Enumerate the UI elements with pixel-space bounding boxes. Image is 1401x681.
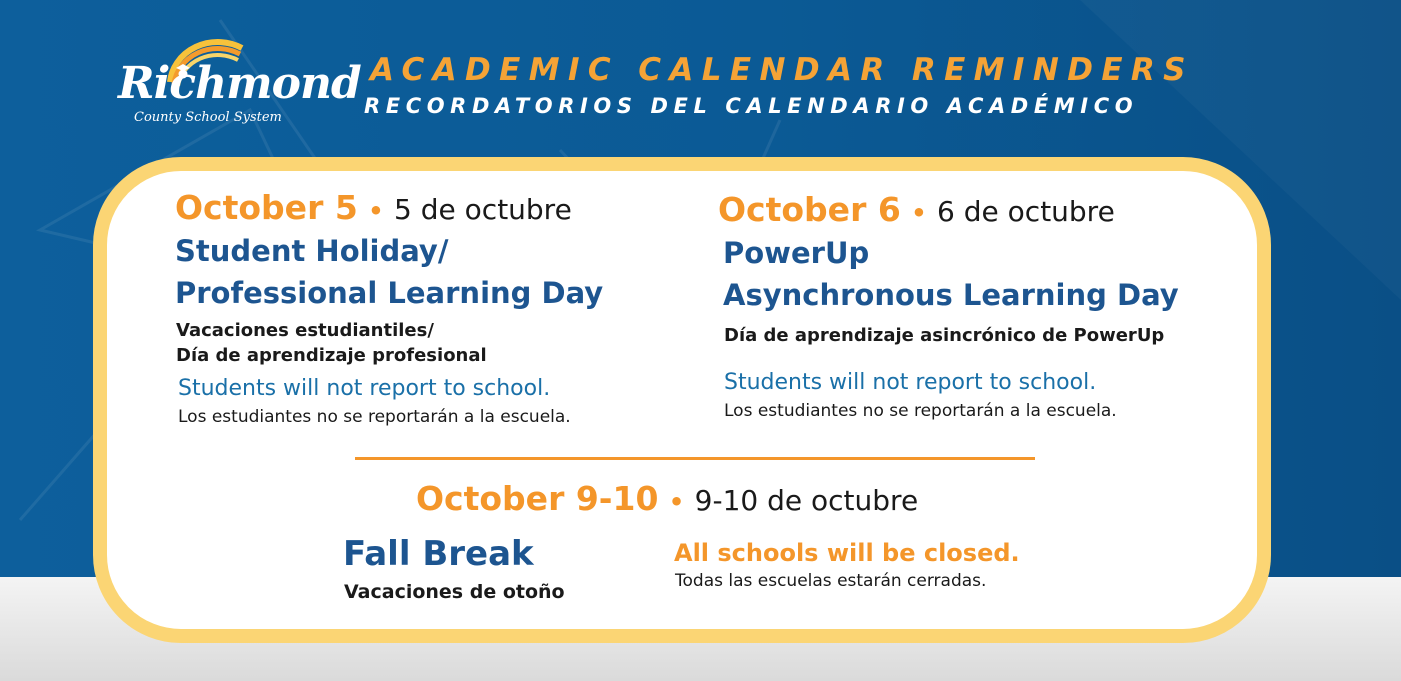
logo-wordmark: Richmond bbox=[118, 58, 361, 109]
event-title: Fall Break bbox=[343, 534, 534, 574]
event-date-spanish: 6 de octubre bbox=[937, 195, 1115, 228]
bullet-separator: • bbox=[911, 199, 927, 227]
bullet-separator: • bbox=[668, 488, 685, 516]
event-note: Students will not report to school. bbox=[178, 376, 551, 401]
page-title: ACADEMIC CALENDAR REMINDERS bbox=[370, 52, 1194, 88]
event-date: October 6 bbox=[718, 190, 901, 229]
event-title-spanish: Vacaciones estudiantiles/ bbox=[176, 320, 434, 341]
event-october-5 bbox=[175, 188, 572, 227]
event-note-spanish: Los estudiantes no se reportarán a la escuela. bbox=[178, 407, 571, 427]
event-october-6 bbox=[718, 190, 1115, 229]
event-title: PowerUp bbox=[723, 236, 870, 270]
event-title: Asynchronous Learning Day bbox=[723, 278, 1179, 312]
logo-subtitle: County School System bbox=[134, 110, 282, 125]
event-date-spanish: 9-10 de octubre bbox=[694, 484, 919, 517]
richmond-logo bbox=[112, 34, 361, 130]
event-date: October 5 bbox=[175, 188, 358, 227]
event-note-spanish: Los estudiantes no se reportarán a la escuela. bbox=[724, 401, 1117, 421]
event-note: All schools will be closed. bbox=[674, 539, 1020, 567]
event-title-spanish: Día de aprendizaje profesional bbox=[176, 345, 487, 366]
event-note: Students will not report to school. bbox=[724, 370, 1097, 395]
event-october-9-10 bbox=[416, 479, 918, 518]
event-note-spanish: Todas las escuelas estarán cerradas. bbox=[675, 571, 987, 591]
section-divider bbox=[355, 457, 1035, 460]
event-title-spanish: Día de aprendizaje asincrónico de PowerUp bbox=[724, 325, 1165, 346]
event-date: October 9-10 bbox=[416, 479, 659, 518]
bullet-separator: • bbox=[368, 197, 384, 225]
event-title: Student Holiday/ bbox=[175, 234, 449, 268]
event-title: Professional Learning Day bbox=[175, 276, 604, 310]
event-date-spanish: 5 de octubre bbox=[394, 193, 572, 226]
event-title-spanish: Vacaciones de otoño bbox=[344, 581, 565, 603]
page-subtitle: RECORDATORIOS DEL CALENDARIO ACADÉMICO bbox=[364, 94, 1139, 118]
